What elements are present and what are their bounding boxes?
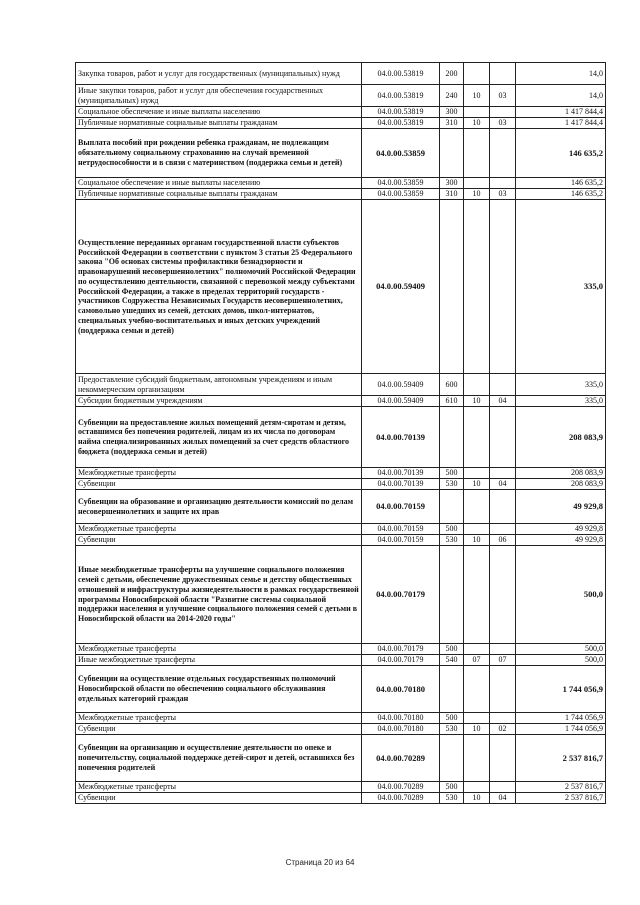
row-section [464, 407, 490, 468]
row-name: Субвенции на образование и организацию деятельности комиссий по делам несовершеннолетних и защите их прав [76, 490, 362, 524]
row-section [464, 129, 490, 178]
row-amount: 208 083,9 [516, 479, 606, 490]
row-expense-type [440, 407, 464, 468]
row-section [464, 200, 490, 374]
row-code: 04.0.00.70180 [362, 724, 440, 735]
table-row [76, 178, 606, 189]
row-section: 10 [464, 535, 490, 546]
row-amount: 500,0 [516, 644, 606, 655]
row-expense-type: 500 [440, 468, 464, 479]
table-row [76, 535, 606, 546]
row-name: Субвенции [76, 535, 362, 546]
budget-table [75, 62, 606, 804]
row-subsection: 06 [490, 535, 516, 546]
row-section [464, 782, 490, 793]
table-row [76, 85, 606, 107]
row-name: Предоставление субсидий бюджетным, автономным учреждениям и иным некоммерческим организациям [76, 374, 362, 396]
table-row [76, 118, 606, 129]
row-code: 04.0.00.53819 [362, 118, 440, 129]
row-amount: 208 083,9 [516, 407, 606, 468]
row-amount: 1 417 844,4 [516, 118, 606, 129]
row-expense-type: 530 [440, 793, 464, 804]
row-code: 04.0.00.70159 [362, 490, 440, 524]
row-section [464, 490, 490, 524]
row-amount: 2 537 816,7 [516, 782, 606, 793]
row-section [464, 374, 490, 396]
row-code: 04.0.00.70159 [362, 524, 440, 535]
row-expense-type: 530 [440, 724, 464, 735]
row-amount: 500,0 [516, 546, 606, 644]
row-expense-type: 500 [440, 782, 464, 793]
row-expense-type: 540 [440, 655, 464, 666]
row-code: 04.0.00.70139 [362, 407, 440, 468]
row-amount: 335,0 [516, 374, 606, 396]
row-subsection: 04 [490, 793, 516, 804]
row-expense-type: 310 [440, 189, 464, 200]
row-subsection [490, 407, 516, 468]
row-name: Межбюджетные трансферты [76, 713, 362, 724]
row-expense-type: 500 [440, 524, 464, 535]
row-amount: 14,0 [516, 85, 606, 107]
row-amount: 335,0 [516, 396, 606, 407]
row-subsection [490, 178, 516, 189]
row-section: 10 [464, 85, 490, 107]
table-row [76, 655, 606, 666]
row-section [464, 63, 490, 85]
table-row [76, 782, 606, 793]
row-amount: 14,0 [516, 63, 606, 85]
row-code: 04.0.00.53819 [362, 63, 440, 85]
row-section [464, 713, 490, 724]
table-row [76, 129, 606, 178]
row-expense-type: 530 [440, 535, 464, 546]
row-amount: 1 744 056,9 [516, 713, 606, 724]
table-row [76, 490, 606, 524]
row-subsection: 03 [490, 118, 516, 129]
row-code: 04.0.00.53819 [362, 107, 440, 118]
row-expense-type [440, 735, 464, 782]
row-section: 10 [464, 724, 490, 735]
table-row [76, 468, 606, 479]
row-amount: 500,0 [516, 655, 606, 666]
row-amount: 2 537 816,7 [516, 735, 606, 782]
row-expense-type [440, 666, 464, 713]
row-amount: 49 929,8 [516, 490, 606, 524]
row-name: Публичные нормативные социальные выплаты гражданам [76, 189, 362, 200]
table-row [76, 666, 606, 713]
row-expense-type: 530 [440, 479, 464, 490]
row-name: Субвенции [76, 793, 362, 804]
row-expense-type: 500 [440, 713, 464, 724]
row-name: Субвенции [76, 724, 362, 735]
table-row [76, 396, 606, 407]
row-name: Субвенции [76, 479, 362, 490]
row-expense-type: 500 [440, 644, 464, 655]
row-name: Социальное обеспечение и иные выплаты населению [76, 107, 362, 118]
table-row [76, 644, 606, 655]
row-amount: 208 083,9 [516, 468, 606, 479]
row-amount: 1 744 056,9 [516, 724, 606, 735]
row-amount: 49 929,8 [516, 535, 606, 546]
row-code: 04.0.00.59409 [362, 374, 440, 396]
row-name: Иные межбюджетные трансферты [76, 655, 362, 666]
row-expense-type [440, 200, 464, 374]
row-code: 04.0.00.70180 [362, 713, 440, 724]
row-expense-type: 600 [440, 374, 464, 396]
row-code: 04.0.00.70159 [362, 535, 440, 546]
row-amount: 49 929,8 [516, 524, 606, 535]
table-row [76, 107, 606, 118]
row-section [464, 666, 490, 713]
row-expense-type: 240 [440, 85, 464, 107]
row-subsection [490, 713, 516, 724]
table-row [76, 63, 606, 85]
row-name: Иные межбюджетные трансферты на улучшение социального положения семей с детьми, обеспечение дружественных семье и детству общественных отношений и инфраструктуры жизнедеятельности в рамках государственной программы Новосибирской области "Развитие системы социальной поддержки населения и улучшение социального положения семей с детьми в Новосибирской области на 2014-2020 годы" [76, 546, 362, 644]
row-name: Субсидии бюджетным учреждениям [76, 396, 362, 407]
table-row [76, 546, 606, 644]
table-row [76, 713, 606, 724]
row-section: 10 [464, 793, 490, 804]
row-expense-type: 200 [440, 63, 464, 85]
table-row [76, 524, 606, 535]
row-name: Межбюджетные трансферты [76, 782, 362, 793]
row-code: 04.0.00.70179 [362, 644, 440, 655]
row-subsection [490, 107, 516, 118]
row-name: Межбюджетные трансферты [76, 644, 362, 655]
row-code: 04.0.00.70289 [362, 782, 440, 793]
row-section: 07 [464, 655, 490, 666]
budget-table-body [76, 63, 606, 804]
row-subsection [490, 524, 516, 535]
table-row [76, 374, 606, 396]
row-amount: 146 635,2 [516, 189, 606, 200]
row-amount: 146 635,2 [516, 178, 606, 189]
table-row [76, 793, 606, 804]
row-code: 04.0.00.53859 [362, 189, 440, 200]
row-code: 04.0.00.70289 [362, 793, 440, 804]
row-code: 04.0.00.53859 [362, 178, 440, 189]
row-subsection [490, 644, 516, 655]
row-amount: 2 537 816,7 [516, 793, 606, 804]
row-section [464, 468, 490, 479]
row-name: Социальное обеспечение и иные выплаты населению [76, 178, 362, 189]
row-name: Межбюджетные трансферты [76, 468, 362, 479]
row-amount: 1 417 844,4 [516, 107, 606, 118]
row-section [464, 524, 490, 535]
row-name: Субвенции на предоставление жилых помещений детям-сиротам и детям, оставшимся без попечения родителей, лицам из их числа по договорам найма специализированных жилых помещений за счет средств областного бюджета (поддержка семьи и детей) [76, 407, 362, 468]
row-subsection: 03 [490, 85, 516, 107]
row-name: Субвенции на организацию и осуществление деятельности по опеке и попечительству, социальной поддержке детей-сирот и детей, оставшихся без попечения родителей [76, 735, 362, 782]
row-section: 10 [464, 118, 490, 129]
row-section [464, 644, 490, 655]
row-name: Иные закупки товаров, работ и услуг для обеспечения государственных (муниципальных) нужд [76, 85, 362, 107]
row-subsection: 04 [490, 479, 516, 490]
row-amount: 1 744 056,9 [516, 666, 606, 713]
row-expense-type: 310 [440, 118, 464, 129]
row-code: 04.0.00.53859 [362, 129, 440, 178]
row-subsection [490, 490, 516, 524]
row-subsection: 04 [490, 396, 516, 407]
row-subsection [490, 63, 516, 85]
row-name: Осуществление переданных органам государственной власти субъектов Российской Федерации в соответствии с пунктом 3 статьи 25 Федерального закона "Об основах системы профилактики безнадзорности и правонарушений несовершеннолетних" полномочий Российской Федерации по осуществлению деятельности, связанной с перевозкой между субъектами Российской Федерации, а также в пределах территорий государств - участников Содружества Независимых Государств несовершеннолетних, самовольно ушедших из семей, детских домов, школ-интернатов, специальных учебно-воспитательных и иных детских учреждений (поддержка семьи и детей) [76, 200, 362, 374]
row-section [464, 546, 490, 644]
table-row [76, 724, 606, 735]
table-row [76, 479, 606, 490]
row-code: 04.0.00.53819 [362, 85, 440, 107]
row-subsection [490, 666, 516, 713]
row-name: Межбюджетные трансферты [76, 524, 362, 535]
row-subsection [490, 735, 516, 782]
row-expense-type [440, 490, 464, 524]
row-subsection: 02 [490, 724, 516, 735]
row-expense-type: 300 [440, 107, 464, 118]
row-expense-type [440, 546, 464, 644]
row-subsection [490, 546, 516, 644]
row-section: 10 [464, 396, 490, 407]
row-subsection [490, 374, 516, 396]
row-amount: 146 635,2 [516, 129, 606, 178]
row-subsection [490, 782, 516, 793]
row-section: 10 [464, 189, 490, 200]
row-subsection [490, 200, 516, 374]
table-row [76, 189, 606, 200]
row-name: Выплата пособий при рождении ребенка гражданам, не подлежащим обязательному социальному страхованию на случай временной нетрудоспособности и в связи с материнством (поддержка семьи и детей) [76, 129, 362, 178]
row-code: 04.0.00.59409 [362, 396, 440, 407]
row-section: 10 [464, 479, 490, 490]
table-row [76, 407, 606, 468]
row-code: 04.0.00.70179 [362, 655, 440, 666]
row-subsection [490, 468, 516, 479]
row-code: 04.0.00.70179 [362, 546, 440, 644]
row-name: Публичные нормативные социальные выплаты гражданам [76, 118, 362, 129]
page-footer: Страница 20 из 64 [285, 858, 355, 867]
row-subsection: 07 [490, 655, 516, 666]
row-expense-type: 300 [440, 178, 464, 189]
row-code: 04.0.00.70139 [362, 479, 440, 490]
row-amount: 335,0 [516, 200, 606, 374]
table-row [76, 735, 606, 782]
row-expense-type [440, 129, 464, 178]
row-code: 04.0.00.70139 [362, 468, 440, 479]
row-name: Субвенции на осуществление отдельных государственных полномочий Новосибирской области по обеспечению социального обслуживания отдельных категорий граждан [76, 666, 362, 713]
row-section [464, 735, 490, 782]
row-expense-type: 610 [440, 396, 464, 407]
row-subsection [490, 129, 516, 178]
row-code: 04.0.00.70289 [362, 735, 440, 782]
row-name: Закупка товаров, работ и услуг для государственных (муниципальных) нужд [76, 63, 362, 85]
row-code: 04.0.00.59409 [362, 200, 440, 374]
row-subsection: 03 [490, 189, 516, 200]
row-section [464, 178, 490, 189]
table-row [76, 200, 606, 374]
row-section [464, 107, 490, 118]
row-code: 04.0.00.70180 [362, 666, 440, 713]
